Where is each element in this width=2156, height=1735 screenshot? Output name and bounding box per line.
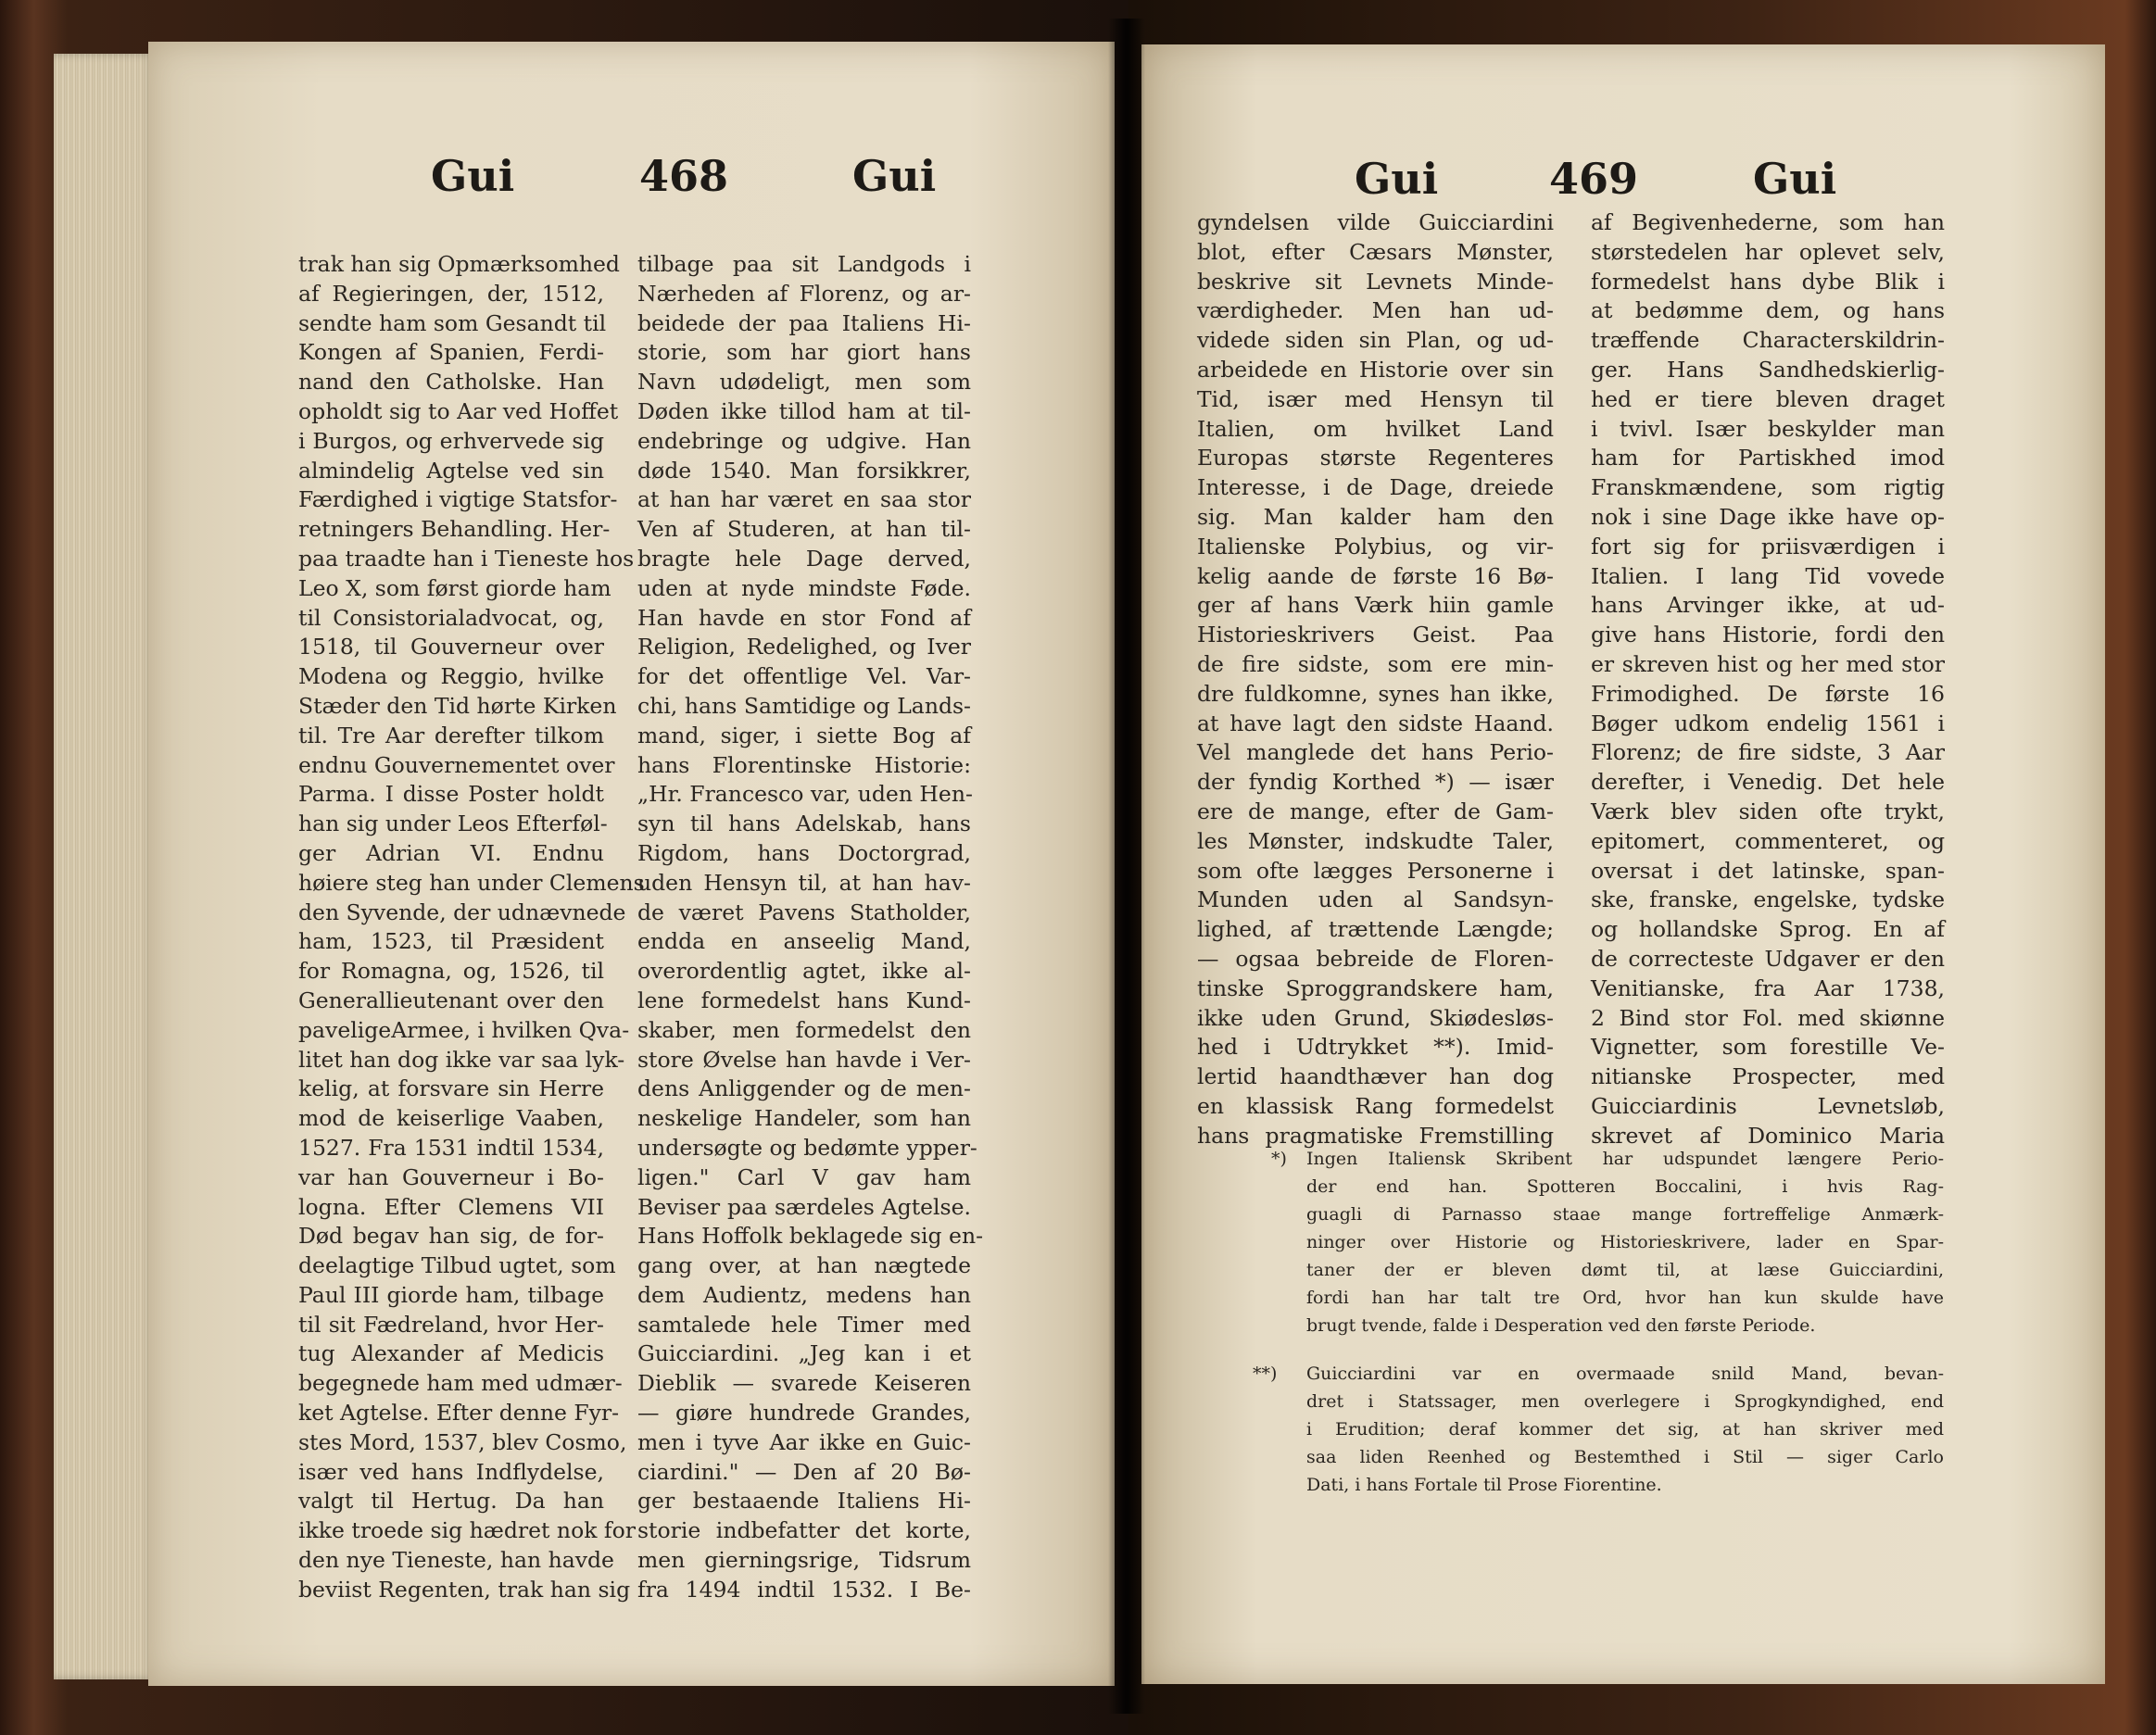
text-line: Historieskrivers Geist. Paa: [1197, 622, 1554, 648]
text-line: men i tyve Aar ikke en Guic-: [637, 1428, 971, 1455]
text-line: værdigheder. Men han ud-: [1197, 297, 1554, 324]
text-line: Paul III giorde ham, tilbage: [298, 1281, 604, 1308]
text-line: Stæder den Tid hørte Kirken: [298, 692, 617, 719]
left-running-head: [148, 144, 1115, 208]
text-line: Parma. I disse Poster holdt: [298, 781, 604, 808]
text-line: ere de mange, efter de Gam-: [1197, 798, 1554, 824]
text-line: Florenz; de fire sidste, 3 Aar: [1591, 739, 1945, 766]
text-line: Rigdom, hans Doctorgrad,: [637, 839, 971, 866]
text-line: størstedelen har oplevet selv,: [1591, 238, 1945, 265]
right-running-head: [1141, 146, 2105, 211]
footnote-1: [1306, 1145, 1944, 1339]
text-line: de correcteste Udgaver er den: [1591, 945, 1945, 972]
footnote-line: Guicciardini var en overmaade snild Mand, bevan-: [1306, 1364, 1944, 1384]
text-line: retningers Behandling. Her-: [298, 516, 611, 543]
text-line: hans Florentinske Historie:: [637, 751, 971, 778]
text-line: bragte hele Dage derved,: [637, 545, 971, 572]
text-line: fort sig for priisværdigen i: [1591, 533, 1945, 559]
text-line: at bedømme dem, og hans: [1591, 297, 1945, 324]
text-line: gang over, at han nægtede: [637, 1252, 971, 1279]
text-line: sendte ham som Gesandt til: [298, 309, 607, 336]
text-line: Religion, Redelighed, og Iver: [637, 634, 971, 660]
text-line: tug Alexander af Medicis: [298, 1340, 604, 1367]
text-line: nitianske Prospecter, med: [1591, 1063, 1945, 1090]
text-line: storie, som har giort hans: [637, 339, 971, 366]
text-line: Modena og Reggio, hvilke: [298, 663, 604, 690]
footnote-2-mark: **): [1253, 1364, 1278, 1384]
text-line: en klassisk Rang formedelst: [1197, 1092, 1554, 1119]
text-line: Ven af Studeren, at han til-: [637, 516, 971, 543]
text-line: Hans Hoffolk beklagede sig en-: [637, 1223, 984, 1250]
text-line: — giøre hundrede Grandes,: [637, 1400, 971, 1427]
text-line: at have lagt den sidste Haand.: [1197, 710, 1554, 736]
text-line: Europas største Regenteres: [1197, 445, 1554, 471]
text-line: Kongen af Spanien, Ferdi-: [298, 339, 604, 366]
text-line: ger bestaaende Italiens Hi-: [637, 1488, 971, 1515]
text-line: storie indbefatter det korte,: [637, 1517, 971, 1544]
text-line: Guicciardini. „Jeg kan i et: [637, 1340, 971, 1367]
text-line: skaber, men formedelst den: [637, 1016, 971, 1043]
left-column-1: [298, 250, 645, 1605]
text-line: ger af hans Værk hiin gamle: [1197, 592, 1554, 619]
page-edges: [54, 54, 156, 1679]
text-line: af Begivenhederne, som han: [1591, 209, 1945, 235]
footnote-line: i Erudition; deraf kommer det sig, at han skriver med: [1306, 1419, 1944, 1440]
text-line: Italien, om hvilket Land: [1197, 415, 1554, 442]
text-line: for det offentlige Vel. Var-: [637, 663, 971, 690]
text-line: dens Anliggender og de men-: [637, 1075, 971, 1102]
text-line: mand, siger, i siette Bog af: [637, 722, 971, 748]
footnote-line: der end han. Spotteren Boccalini, i hvis Rag-: [1306, 1176, 1944, 1197]
text-line: lene formedelst hans Kund-: [637, 987, 971, 1013]
text-line: ske, franske, engelske, tydske: [1591, 886, 1945, 913]
right-head-word-right: Gui: [1753, 154, 1837, 204]
text-line: især ved hans Indflydelse,: [298, 1458, 604, 1485]
text-line: Venitianske, fra Aar 1738,: [1591, 974, 1945, 1001]
text-line: deelagtige Tilbud ugtet, som: [298, 1252, 616, 1279]
text-line: Død begav han sig, de for-: [298, 1223, 604, 1250]
text-line: valgt til Hertug. Da han: [298, 1488, 604, 1515]
text-line: i tvivl. Især beskylder man: [1591, 415, 1945, 442]
text-line: Bøger udkom endelig 1561 i: [1591, 710, 1945, 736]
text-line: nok i sine Dage ikke have op-: [1591, 503, 1945, 530]
text-line: Beviser paa særdeles Agtelse.: [637, 1193, 971, 1220]
text-line: paa traadte han i Tieneste hos: [298, 545, 635, 572]
text-line: ham, 1523, til Præsident: [298, 928, 604, 955]
text-line: litet han dog ikke var saa lyk-: [298, 1046, 625, 1073]
text-line: uden at nyde mindste Føde.: [637, 574, 971, 601]
text-line: sig. Man kalder ham den: [1197, 503, 1554, 530]
text-line: Vignetter, som forestille Ve-: [1591, 1034, 1945, 1061]
text-line: ham for Partiskhed imod: [1591, 445, 1945, 471]
text-line: er skreven hist og her med stor: [1591, 650, 1945, 677]
text-line: lighed, af trættende Længde;: [1197, 916, 1554, 943]
text-line: fra 1494 indtil 1532. I Be-: [637, 1576, 971, 1603]
text-line: Navn udødeligt, men som: [637, 369, 971, 396]
text-line: dem Audientz, medens han: [637, 1281, 971, 1308]
left-column-2: [637, 250, 984, 1605]
text-line: kelig aande de første 16 Bø-: [1197, 562, 1554, 589]
footnote-2: [1306, 1360, 1944, 1499]
text-line: Vel manglede det hans Perio-: [1197, 739, 1554, 766]
text-line: Døden ikke tillod ham at til-: [637, 397, 971, 424]
text-line: beskrive sit Levnets Minde-: [1197, 268, 1554, 295]
right-head-word-left: Gui: [1355, 154, 1439, 204]
text-line: overordentlig agtet, ikke al-: [637, 958, 971, 985]
text-line: blot, efter Cæsars Mønster,: [1197, 238, 1554, 265]
text-line: les Mønster, indskudte Taler,: [1197, 827, 1554, 854]
footnote-line: Dati, i hans Fortale til Prose Fiorentine.: [1306, 1475, 1662, 1495]
footnote-line: guagli di Parnasso staae mange fortreffelige Anmærk-: [1306, 1204, 1944, 1225]
text-line: oversat i det latinske, span-: [1591, 857, 1945, 884]
text-line: lertid haandthæver han dog: [1197, 1063, 1554, 1090]
text-line: epitomert, commenteret, og: [1591, 827, 1945, 854]
text-line: gyndelsen vilde Guicciardini: [1197, 209, 1554, 235]
text-line: de været Pavens Statholder,: [637, 899, 971, 925]
text-line: beviist Regenten, trak han sig: [298, 1576, 631, 1603]
text-line: ger. Hans Sandhedskierlig-: [1591, 356, 1945, 383]
text-line: give hans Historie, fordi den: [1591, 622, 1945, 648]
text-line: dre fuldkomne, synes han ikke,: [1197, 680, 1554, 707]
text-line: kelig, at forsvare sin Herre: [298, 1075, 604, 1102]
text-line: 2 Bind stor Fol. med skiønne: [1591, 1004, 1945, 1031]
text-line: af Regieringen, der, 1512,: [298, 280, 604, 307]
text-line: neskelige Handeler, som han: [637, 1105, 971, 1132]
text-line: undersøgte og bedømte ypper-: [637, 1134, 977, 1161]
text-line: den Syvende, der udnævnede: [298, 899, 626, 925]
text-line: begegnede ham med udmær-: [298, 1370, 623, 1397]
text-line: til sit Fædreland, hvor Her-: [298, 1311, 604, 1338]
text-line: — ogsaa bebreide de Floren-: [1197, 945, 1554, 972]
text-line: i Burgos, og erhvervede sig: [298, 427, 604, 454]
text-line: den nye Tieneste, han havde: [298, 1547, 614, 1574]
text-line: var han Gouverneur i Bo-: [298, 1163, 604, 1190]
text-line: ciardini." — Den af 20 Bø-: [637, 1458, 971, 1485]
text-line: ikke uden Grund, Skiødesløs-: [1197, 1004, 1554, 1031]
text-line: Interesse, i de Dage, dreiede: [1197, 474, 1554, 501]
text-line: Italienske Polybius, og vir-: [1197, 533, 1554, 559]
footnote-line: brugt tvende, falde i Desperation ved den første Periode.: [1306, 1315, 1816, 1336]
text-line: Nærheden af Florenz, og ar-: [637, 280, 971, 307]
text-line: de fire sidste, som ere min-: [1197, 650, 1554, 677]
footnote-line: saa liden Reenhed og Bestemthed i Stil — siger Carlo: [1306, 1447, 1944, 1467]
footnote-line: fordi han har talt tre Ord, hvor han kun skulde have: [1306, 1288, 1944, 1308]
text-line: paveligeArmee, i hvilken Qva-: [298, 1016, 630, 1043]
text-line: Munden uden al Sandsyn-: [1197, 886, 1554, 913]
text-line: han sig under Leos Efterføl-: [298, 811, 608, 837]
text-line: ket Agtelse. Efter denne Fyr-: [298, 1400, 620, 1427]
text-line: høiere steg han under Clemens: [298, 869, 645, 896]
text-line: samtalede hele Timer med: [637, 1311, 971, 1338]
text-line: tilbage paa sit Landgods i: [637, 251, 971, 277]
footnote-line: dret i Statssager, men overlegere i Sprogkyndighed, end: [1306, 1391, 1944, 1412]
text-line: almindelig Agtelse ved sin: [298, 457, 604, 484]
text-line: hans Arvinger ikke, at ud-: [1591, 592, 1945, 619]
text-line: beidede der paa Italiens Hi-: [637, 309, 971, 336]
text-line: som ofte lægges Personerne i: [1197, 857, 1554, 884]
text-line: hans pragmatiske Fremstilling: [1197, 1122, 1554, 1149]
text-line: videde siden sin Plan, og ud-: [1197, 327, 1554, 354]
text-line: formedelst hans dybe Blik i: [1591, 268, 1945, 295]
text-line: stes Mord, 1537, blev Cosmo,: [298, 1428, 627, 1455]
text-line: døde 1540. Man forsikkrer,: [637, 457, 971, 484]
text-line: Frimodighed. De første 16: [1591, 680, 1945, 707]
footnote-line: ninger over Historie og Historieskrivere, lader en Spar-: [1306, 1232, 1944, 1252]
text-line: endnu Gouvernementet over: [298, 751, 615, 778]
text-line: træffende Characterskildrin-: [1591, 327, 1945, 354]
footnote-line: taner der er bleven dømt til, at læse Guicciardini,: [1306, 1260, 1944, 1280]
text-line: tinske Sproggrandskere ham,: [1197, 974, 1554, 1001]
text-line: men gierningsrige, Tidsrum: [637, 1547, 971, 1574]
text-line: derefter, i Venedig. Det hele: [1591, 769, 1945, 796]
text-line: logna. Efter Clemens VII: [298, 1193, 604, 1220]
text-line: Guicciardinis Levnetsløb,: [1591, 1092, 1945, 1119]
text-line: endda en anseelig Mand,: [637, 928, 971, 955]
text-line: 1518, til Gouverneur over: [298, 634, 604, 660]
text-line: endebringe og udgive. Han: [637, 427, 971, 454]
text-line: Generallieutenant over den: [298, 987, 604, 1013]
text-line: Franskmændene, som rigtig: [1591, 474, 1945, 501]
book-gutter: [1108, 19, 1145, 1714]
text-line: Færdighed i vigtige Statsfor-: [298, 486, 618, 513]
text-line: syn til hans Adelskab, hans: [637, 811, 971, 837]
text-line: store Øvelse han havde i Ver-: [637, 1046, 971, 1073]
text-line: opholdt sig to Aar ved Hoffet: [298, 397, 619, 424]
left-head-word-right: Gui: [852, 151, 937, 201]
text-line: for Romagna, og, 1526, til: [298, 958, 604, 985]
text-line: der fyndig Korthed *) — især: [1197, 769, 1554, 796]
text-line: hed er tiere bleven draget: [1591, 385, 1945, 412]
text-line: at han har været en saa stor: [637, 486, 971, 513]
footnote-line: Ingen Italiensk Skribent har udspundet længere Perio-: [1306, 1149, 1944, 1169]
left-page-number: 468: [639, 151, 729, 201]
right-page-number: 469: [1549, 154, 1639, 204]
text-line: og hollandske Sprog. En af: [1591, 916, 1945, 943]
right-page: [1141, 44, 2105, 1684]
text-line: Dieblik — svarede Keiseren: [637, 1370, 971, 1397]
text-line: Tid, især med Hensyn til: [1197, 385, 1554, 412]
left-head-word-left: Gui: [431, 151, 515, 201]
text-line: mod de keiserlige Vaaben,: [298, 1105, 604, 1132]
text-line: ger Adrian VI. Endnu: [298, 839, 604, 866]
text-line: Værk blev siden ofte trykt,: [1591, 798, 1945, 824]
text-line: chi, hans Samtidige og Lands-: [637, 692, 971, 719]
text-line: til. Tre Aar derefter tilkom: [298, 722, 604, 748]
text-line: hed i Udtrykket **). Imid-: [1197, 1034, 1554, 1061]
text-line: „Hr. Francesco var, uden Hen-: [637, 781, 973, 808]
text-line: ikke troede sig hædret nok for: [298, 1517, 637, 1544]
footnote-1-mark: *): [1271, 1149, 1287, 1169]
text-line: til Consistorialadvocat, og,: [298, 604, 604, 631]
text-line: skrevet af Dominico Maria: [1591, 1122, 1945, 1149]
right-column-2: [1591, 208, 1945, 1151]
text-line: 1527. Fra 1531 indtil 1534,: [298, 1134, 604, 1161]
text-line: ligen." Carl V gav ham: [637, 1163, 971, 1190]
text-line: nand den Catholske. Han: [298, 369, 604, 396]
text-line: uden Hensyn til, at han hav-: [637, 869, 971, 896]
text-line: trak han sig Opmærksomhed: [298, 251, 620, 277]
text-line: Han havde en stor Fond af: [637, 604, 971, 631]
right-column-1: [1197, 208, 1554, 1151]
text-line: Italien. I lang Tid vovede: [1591, 562, 1945, 589]
text-line: arbeidede en Historie over sin: [1197, 356, 1554, 383]
left-page: [148, 42, 1115, 1686]
text-line: Leo X, som først giorde ham: [298, 574, 611, 601]
